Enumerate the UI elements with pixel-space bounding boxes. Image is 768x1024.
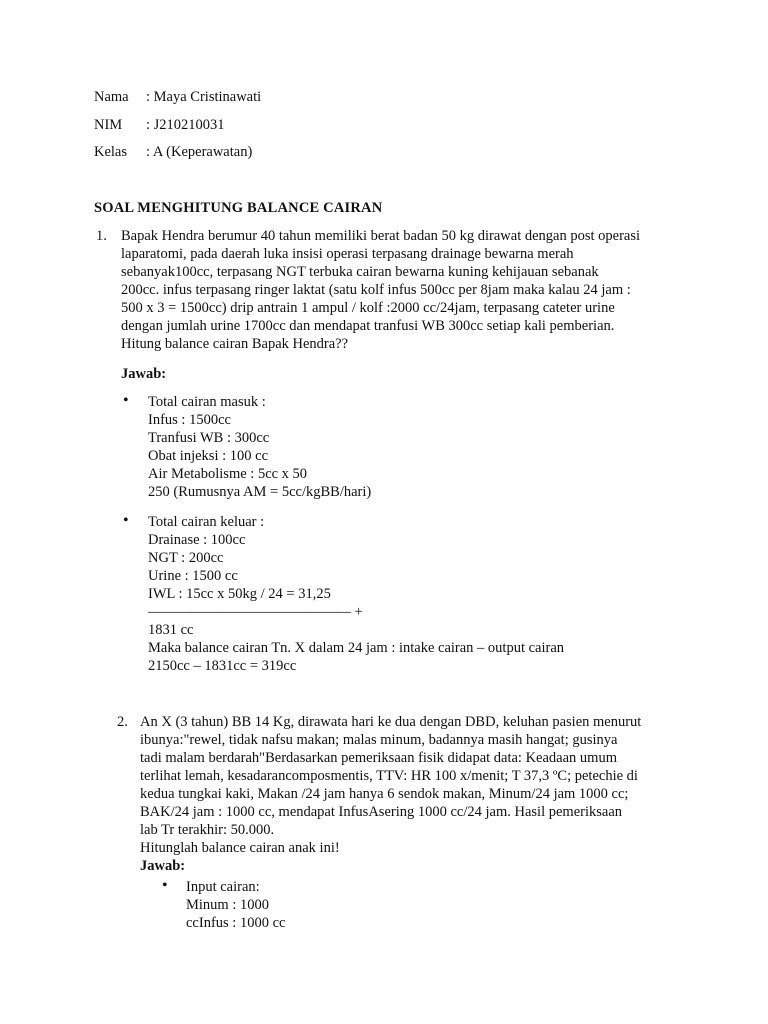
question-1-number: 1. bbox=[96, 228, 107, 244]
question-2-number: 2. bbox=[117, 714, 128, 730]
kelas-row bbox=[94, 142, 252, 162]
page-title: SOAL MENGHITUNG BALANCE CAIRAN bbox=[94, 200, 383, 216]
nim-value: : J210210031 bbox=[146, 117, 225, 133]
question-1-line: sebanyak100cc, terpasang NGT terbuka cairan bewarna kuning kehijauan sebanak bbox=[121, 264, 599, 280]
question-2-line: BAK/24 jam : 1000 cc, mendapat InfusAsering 1000 cc/24 jam. Hasil pemeriksaan bbox=[140, 804, 623, 820]
nama-label: Nama bbox=[94, 89, 129, 105]
question-1-text bbox=[121, 227, 640, 353]
question-2-line: kedua tungkai kaki, Makan /24 jam hanya 6 sendok makan, Minum/24 jam 1000 cc; bbox=[140, 786, 629, 802]
cairan-keluar-item: Urine : 1500 cc bbox=[148, 568, 238, 584]
question-2-line: Hitunglah balance cairan anak ini! bbox=[140, 840, 340, 856]
question-2-line: lab Tr terakhir: 50.000. bbox=[140, 822, 275, 838]
question-1-line: Hitung balance cairan Bapak Hendra?? bbox=[121, 336, 349, 352]
bullet-icon: • bbox=[123, 392, 129, 409]
input-cairan-list bbox=[186, 878, 285, 932]
cairan-keluar-item: Drainase : 100cc bbox=[148, 532, 246, 548]
cairan-masuk-item: Tranfusi WB : 300cc bbox=[148, 430, 270, 446]
cairan-masuk-heading: Total cairan masuk : bbox=[148, 394, 266, 410]
nim-row bbox=[94, 115, 225, 135]
cairan-masuk-list bbox=[148, 393, 371, 501]
question-1-line: laparatomi, pada daerah luka insisi operasi terpasang drainage bewarna merah bbox=[121, 246, 574, 262]
cairan-masuk-item: Infus : 1500cc bbox=[148, 412, 231, 428]
question-1-line: 500 x 3 = 1500cc) drip antrain 1 ampul / kolf :2000 cc/24jam, terpasang cateter urine bbox=[121, 300, 615, 316]
question-2-line: tadi malam berdarah"Berdasarkan pemeriksaan fisik didapat data: Keadaan umum bbox=[140, 750, 617, 766]
input-cairan-heading: Input cairan: bbox=[186, 879, 260, 895]
bullet-icon: • bbox=[162, 877, 168, 894]
kelas-label: Kelas bbox=[94, 144, 128, 160]
question-1-line: Bapak Hendra berumur 40 tahun memiliki berat badan 50 kg dirawat dengan post operasi bbox=[121, 228, 641, 244]
nama-row bbox=[94, 87, 261, 107]
kelas-value: : A (Keperawatan) bbox=[146, 144, 253, 160]
cairan-masuk-item: 250 (Rumusnya AM = 5cc/kgBB/hari) bbox=[148, 484, 372, 500]
question-2-line: An X (3 tahun) BB 14 Kg, dirawata hari ke dua dengan DBD, keluhan pasien menurut bbox=[140, 714, 642, 730]
cairan-keluar-heading: Total cairan keluar : bbox=[148, 514, 265, 530]
question-2-line: terlihat lemah, kesadarancomposmentis, TTV: HR 100 x/menit; T 37,3 ºC; petechie di bbox=[140, 768, 638, 784]
question-1-line: 200cc. infus terpasang ringer laktat (satu kolf infus 500cc per 8jam maka kalau 24 jam : bbox=[121, 282, 631, 298]
nama-value: : Maya Cristinawati bbox=[146, 89, 262, 105]
nim-label: NIM bbox=[94, 117, 123, 133]
question-2-text bbox=[140, 713, 641, 857]
question-1-line: dengan jumlah urine 1700cc dan mendapat tranfusi WB 300cc setiap kali pemberian. bbox=[121, 318, 615, 334]
question-2-jawab-heading: Jawab: bbox=[140, 858, 186, 874]
sum-rule-line: —————————————— + bbox=[148, 604, 363, 620]
question-1-jawab-heading: Jawab: bbox=[121, 366, 167, 382]
cairan-keluar-item: IWL : 15cc x 50kg / 24 = 31,25 bbox=[148, 586, 331, 602]
input-cairan-item: ccInfus : 1000 cc bbox=[186, 915, 286, 931]
balance-statement: Maka balance cairan Tn. X dalam 24 jam : intake cairan – output cairan bbox=[148, 640, 565, 656]
question-2-line: ibunya:"rewel, tidak nafsu makan; malas minum, badannya masih hangat; gusinya bbox=[140, 732, 618, 748]
cairan-keluar-item: NGT : 200cc bbox=[148, 550, 224, 566]
cairan-keluar-list bbox=[148, 513, 564, 675]
cairan-keluar-total: 1831 cc bbox=[148, 622, 194, 638]
bullet-icon: • bbox=[123, 512, 129, 529]
input-cairan-item: Minum : 1000 bbox=[186, 897, 269, 913]
balance-result: 2150cc – 1831cc = 319cc bbox=[148, 658, 297, 674]
cairan-masuk-item: Obat injeksi : 100 cc bbox=[148, 448, 269, 464]
cairan-masuk-item: Air Metabolisme : 5cc x 50 bbox=[148, 466, 308, 482]
